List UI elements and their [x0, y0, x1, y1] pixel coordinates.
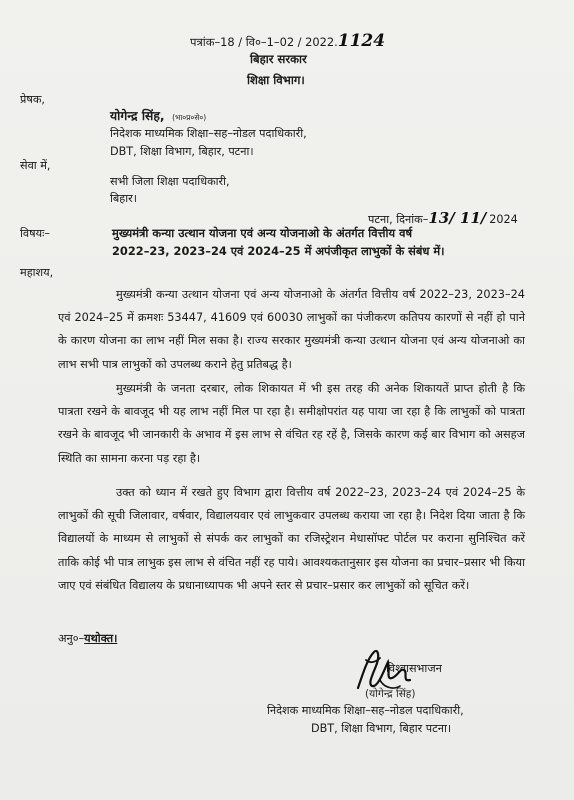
paragraph-1-text: मुख्यमंत्री कन्या उत्थान योजना एवं अन्य योजनाओ के अंतर्गत वित्तीय वर्ष 2022–23, 2023–24 एवं 2024–25 में क्रमशः 53447, 41609 एवं 60030 लाभुकों का पंजीकरण कतिपय कारणों से नहीं हो पाने के कारण योजना का लाभ नहीं मिल सका है। राज्य सरकार मुख्यमंत्री कन्या उत्थान योजना एवं अन्य योजनाओ का लाभ सभी पात्र लाभुकों को उपलब्ध कराने हेतु प्रतिबद्ध है।: [58, 288, 525, 371]
subject-line-1: मुख्यमंत्री कन्या उत्थान योजना एवं अन्य योजनाओ के अंतर्गत वित्तीय वर्ष: [112, 226, 413, 240]
sender-name-line: [110, 109, 206, 124]
enclosure-prefix: अनु०–: [58, 632, 85, 645]
government-heading: बिहार सरकार: [250, 52, 307, 66]
letter-date: [368, 209, 518, 227]
recipient-label: सेवा में,: [20, 159, 51, 172]
sender-service: (भा०प्र०से०): [172, 113, 207, 122]
subject-label: विषयः–: [20, 227, 50, 240]
date-year: 2024: [489, 213, 518, 226]
paragraph-3-text: उक्त को ध्यान में रखते हुए विभाग द्वारा वित्तीय वर्ष 2022–23, 2023–24 एवं 2024–25 के लाभुकों की सूची जिलावार, वर्षवार, विद्यालयवार एवं लाभुकवार उपलब्ध कराया जा रहा है। निदेश दिया जाता है कि विद्यालयों के माध्यम से लाभुकों से संपर्क कर लाभुकों का रजिस्ट्रेशन मेधासॉफ्ट पोर्टल पर कराना सुनिश्चित करें ताकि कोई भी पात्र लाभुक इस लाभ से वंचित नहीं रह पाये। आवश्यकतानुसार इस योजना का प्रचार–प्रसार भी किया जाए एवं संबंधित विद्यालय के प्रधानाध्यापक भी अपने स्तर से प्रचार–प्रसार कर लाभुकों को सूचित करें।: [58, 486, 525, 592]
recipient-line-1: सभी जिला शिक्षा पदाधिकारी,: [110, 175, 230, 188]
date-prefix: पटना, दिनांक–: [368, 213, 429, 226]
recipient-line-2: बिहार।: [110, 192, 137, 205]
reference-prefix: पत्रांक–18 / वि०–1–02 / 2022.: [190, 35, 338, 49]
sender-address: DBT, शिक्षा विभाग, बिहार, पटना।: [110, 145, 254, 158]
body-paragraph-1: [58, 283, 525, 376]
paragraph-2-text: मुख्यमंत्री के जनता दरबार, लोक शिकायत में भी इस तरह की अनेक शिकायतें प्राप्त होती है कि पात्रता रखने के बावजूद भी यह लाभ नहीं मिल पा रहा है। समीक्षोपरांत यह पाया जा रहा है कि लाभुकों को पात्रता रखने के बावजूद भी जानकारी के अभाव में इस लाभ से वंचित रह रहें है, जिसके कारण कई बार विभाग को असहज स्थिति का सामना करना पड़ रहा है।: [58, 382, 525, 465]
reference-handwritten-number: 1124: [337, 31, 386, 51]
sender-label: प्रेषक,: [20, 93, 45, 106]
enclosure-line: [58, 632, 117, 645]
body-paragraph-3: [58, 481, 525, 597]
sender-title: निदेशक माध्यमिक शिक्षा–सह–नोडल पदाधिकारी,: [110, 127, 307, 140]
enclosure-value: यथोक्त।: [84, 632, 118, 645]
reference-number: [190, 31, 385, 51]
signatory-address: DBT, शिक्षा विभाग, बिहार पटना।: [311, 722, 452, 735]
signature-printed-name: (योगेन्द्र सिंह): [365, 688, 416, 700]
signatory-title: निदेशक माध्यमिक शिक्षा–सह–नोडल पदाधिकारी,: [267, 704, 464, 717]
salutation: महाशय,: [20, 266, 54, 279]
department-heading: शिक्षा विभाग।: [247, 73, 305, 87]
sender-name: योगेन्द्र सिंह,: [110, 109, 165, 123]
body-paragraph-2: [58, 377, 525, 470]
subject-line-2: 2022–23, 2023–24 एवं 2024–25 में अपंजीकृत लाभुकों के संबंध में।: [112, 244, 445, 258]
closing-phrase: विश्वासभाजन: [386, 662, 442, 675]
date-handwritten: 13/ 11/: [428, 209, 487, 227]
